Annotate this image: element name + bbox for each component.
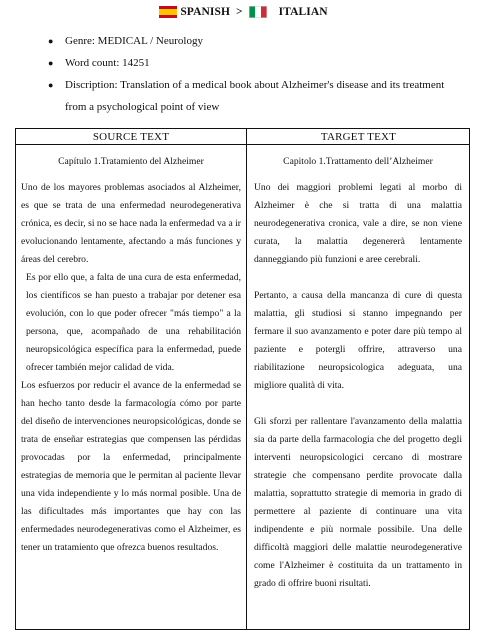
target-paragraph: Uno dei maggiori problemi legati al morbo di Alzheimer è che si tratta di una malattia neurodegenerativa cronica, vale a dire, se non viene curata, la malattia degenererà lentamente danneggiando più funzioni e aree cerebrali. — [254, 182, 462, 265]
spain-flag-icon — [159, 6, 177, 18]
header-divider — [16, 144, 469, 145]
bullet-icon: ● — [48, 58, 54, 68]
target-paragraph: Gli sforzi per rallentare l'avanzamento della malattia sia da parte della farmacologia che del progetto degli interventi neuropsicologici cercano di mostrare strategie che compensano perdite provocate dalla malattia, soprattutto strategie di memoria in grado di permettere al paziente di continuare una vita indipendente e più normale possibile. Una delle difficoltà maggiori delle malattie neurodegenerative come l'Alzheimer è costituita da un trattamento in grado di offrire buoni risultati. — [254, 416, 462, 589]
translation-table — [15, 128, 470, 630]
source-paragraph: Es por ello que, a falta de una cura de esta enfermedad, los científicos se han puesto a trabajar por detener esa evolución, con lo que poder ofrecer "más tiempo" a la persona, que, acompañado de una rehabilitación neuropsicológica específica para la enfermedad, puede ofrecer también mejor calidad de vida. — [26, 272, 241, 373]
target-paragraph: Pertanto, a causa della mancanza di cure di questa malattia, gli studiosi si stanno impegnando per fermare il suo avanzamento e poter dare più tempo al paziente e potergli offrire, attraverso una riabilitazione neuropsicologica adeguata, una migliore qualità di vita. — [254, 290, 462, 391]
genre-text: Genre: MEDICAL / Neurology — [65, 35, 203, 47]
language-pair-header — [0, 6, 487, 21]
list-item — [45, 74, 465, 118]
source-paragraph: Los esfuerzos por reducir el avance de la enfermedad se han hecho tanto desde la farmacología cómo por parte del diseño de intervenciones neuropsicológicas, donde se trata de enseñar estrategias que compensen las pérdidas provocadas por la enfermedad, principalmente estrategias de memoria que le permitan al paciente llevar una vida independiente y lo más normal posible. Una de las dificultades más importantes que hay con las enfermedades neurodegenerativas como el Alzheimer, es tener un tratamiento que ofrezca buenos resultados. — [21, 380, 241, 553]
list-item — [45, 52, 465, 74]
target-chapter-title: Capitolo 1.Trattamento dell’Alzheimer — [283, 156, 433, 167]
source-column-header: SOURCE TEXT — [92, 131, 170, 143]
source-language-label: SPANISH — [180, 6, 231, 18]
word-count-text: Word count: 14251 — [65, 57, 150, 69]
source-chapter-title: Capítulo 1.Tratamiento del Alzheimer — [58, 156, 204, 167]
target-column-header: TARGET TEXT — [320, 131, 397, 143]
project-details-list — [45, 30, 465, 118]
language-separator: > — [233, 6, 246, 18]
target-language-label: ITALIAN — [278, 6, 328, 18]
bullet-icon: ● — [48, 36, 54, 46]
source-text-cell — [21, 151, 241, 557]
list-item — [45, 30, 465, 52]
source-paragraph: Uno de los mayores problemas asociados al Alzheimer, es que se trata de una enfermedad neurodegenerativa crónica, es decir, si no se hace nada la enfermedad va a ir evolucionando lentamente, afectando a más funciones y áreas del cerebro. — [21, 182, 241, 265]
bullet-icon: ● — [48, 80, 54, 90]
description-text: Discription: Translation of a medical book about Alzheimer's disease and its treatment from a psychological point of view — [65, 79, 445, 113]
target-text-cell — [254, 151, 462, 593]
italy-flag-icon — [249, 6, 267, 18]
column-divider — [246, 129, 247, 629]
